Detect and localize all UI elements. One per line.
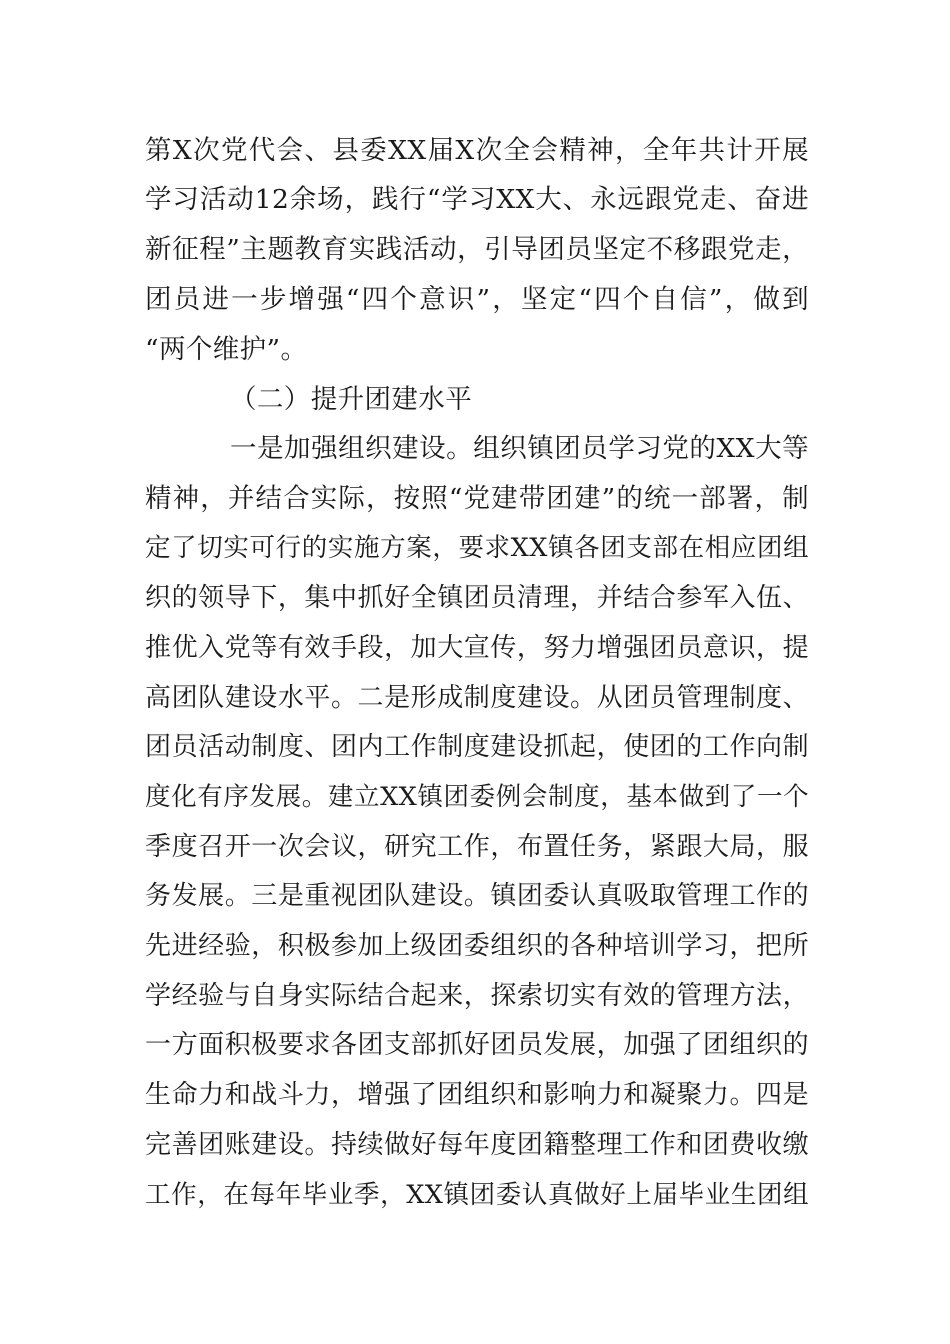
section-heading: （二）提升团建水平: [230, 384, 473, 415]
paragraph-line: 精神，并结合实际，按照“党建带团建”的统一部署，制: [145, 483, 809, 514]
paragraph-line: 学习活动12余场，践行“学习XX大、永远跟党走、奋进: [145, 184, 809, 215]
paragraph-line: 织的领导下，集中抓好全镇团员清理，并结合参军入伍、: [145, 583, 809, 613]
paragraph-line: 工作，在每年毕业季，XX镇团委认真做好上届毕业生团组: [145, 1180, 809, 1210]
paragraph-line: 定了切实可行的实施方案，要求XX镇各团支部在相应团组: [145, 533, 809, 563]
paragraph-line: 新征程”主题教育实践活动，引导团员坚定不移跟党走，: [145, 234, 809, 265]
paragraph-line: 完善团账建设。持续做好每年度团籍整理工作和团费收缴: [145, 1130, 809, 1160]
paragraph-line: 先进经验，积极参加上级团委组织的各种培训学习，把所: [145, 931, 809, 961]
paragraph-line: 团员活动制度、团内工作制度建设抓起，使团的工作向制: [145, 732, 809, 762]
paragraph-line: 度化有序发展。建立XX镇团委例会制度，基本做到了一个: [145, 782, 809, 812]
paragraph-line: 学经验与自身实际结合起来，探索切实有效的管理方法，: [145, 981, 809, 1011]
paragraph-line: 一方面积极要求各团支部抓好团员发展，加强了团组织的: [145, 1030, 809, 1060]
paragraph-line: 季度召开一次会议，研究工作，布置任务，紧跟大局，服: [145, 832, 809, 862]
paragraph-line: 高团队建设水平。二是形成制度建设。从团员管理制度、: [145, 683, 809, 713]
paragraph-line: 生命力和战斗力，增强了团组织和影响力和凝聚力。四是: [145, 1080, 809, 1110]
paragraph-line: 第X次党代会、县委XX届X次全会精神，全年共计开展: [145, 135, 809, 166]
paragraph-line: 团员进一步增强“四个意识”，坚定“四个自信”，做到: [145, 284, 809, 315]
paragraph-line: 一是加强组织建设。组织镇团员学习党的XX大等: [230, 433, 809, 464]
paragraph-line: 推优入党等有效手段，加大宣传，努力增强团员意识，提: [145, 633, 809, 663]
paragraph-line: 务发展。三是重视团队建设。镇团委认真吸取管理工作的: [145, 881, 809, 911]
paragraph-line: “两个维护”。: [145, 334, 308, 365]
